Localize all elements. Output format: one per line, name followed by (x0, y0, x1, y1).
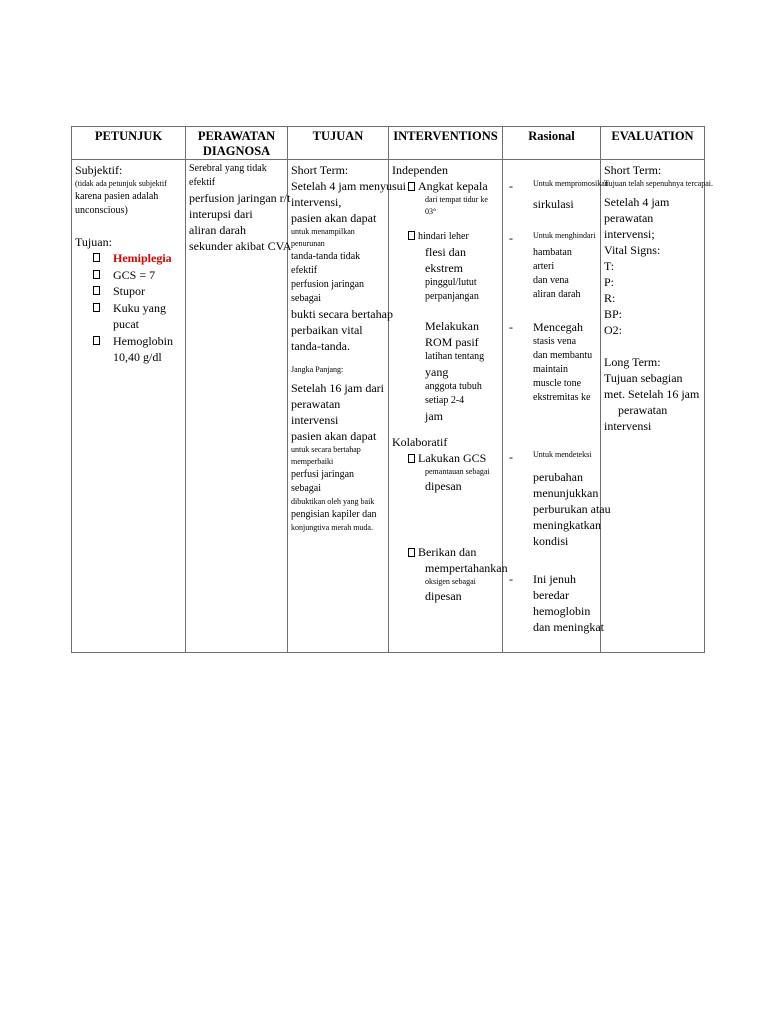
vital-bp: BP: (604, 307, 623, 321)
nursing-care-plan-table (71, 126, 714, 653)
checkbox-bullet-icon (93, 336, 100, 345)
eval-long-term-label: Long Term: (604, 355, 661, 369)
eval-line: Tujuan sebagian (604, 371, 683, 385)
list-item: GCS = 7 (93, 267, 182, 284)
rationale-line: Untuk menghindari (533, 231, 596, 240)
rationale-line: perubahan (533, 470, 583, 484)
table-header-row (72, 127, 705, 160)
diagnosa-line: perfusion jaringan r/t (189, 191, 291, 205)
tujuan-label: Tujuan: (75, 235, 112, 249)
header-perawatan-diagnosa: PERAWATAN DIAGNOSA (186, 127, 288, 160)
rationale-line: hemoglobin (533, 604, 591, 618)
rationale-item (509, 449, 611, 549)
intervention-line: anggota tubuh (425, 381, 482, 392)
intervention-line: latihan tentang (425, 351, 485, 362)
rationale-line: Untuk mendeteksi (533, 450, 592, 459)
eval-line: Setelah 4 jam (604, 195, 670, 209)
tujuan-line: perawatan (291, 397, 341, 411)
tujuan-line: bukti secara bertahap (291, 307, 393, 321)
tujuan-line: tanda-tanda tidak efektif (291, 251, 361, 276)
eval-line: Tujuan telah sepenuhnya tercapai. (604, 179, 714, 188)
list-item: 10,40 g/dl (113, 350, 162, 364)
diagnosa-line: interupsi dari (189, 207, 253, 221)
list-item: Kuku yang pucat (93, 300, 182, 333)
rationale-line: hambatan (533, 247, 572, 258)
tujuan-line: dibuktikan oleh yang baik (291, 497, 375, 506)
list-item: Stupor (93, 283, 182, 300)
vital-o2: O2: (604, 323, 622, 337)
checkbox-bullet-icon (93, 270, 100, 279)
intervention-line: oksigen sebagai (425, 577, 476, 586)
rationale-line: menunjukkan (533, 486, 599, 500)
subjektif-note-2: karena pasien adalah (75, 191, 159, 202)
header-tujuan: TUJUAN (288, 127, 389, 160)
dash-bullet: - (509, 450, 513, 464)
diagnosa-line: aliran darah (189, 223, 246, 237)
intervention-line: yang (425, 365, 449, 379)
intervention-item: Berikan dan (392, 544, 499, 560)
rationale-item (509, 230, 597, 302)
eval-line: met. Setelah 16 jam (604, 387, 700, 401)
tujuan-line: perbaikan vital (291, 323, 363, 337)
checkbox-bullet-icon (408, 231, 415, 240)
intervention-item: Lakukan GCS (392, 450, 499, 466)
checkbox-bullet-icon (408, 454, 415, 463)
header-evaluation: EVALUATION (601, 127, 705, 160)
long-term-label: Jangka Panjang: (291, 365, 344, 374)
rationale-item (509, 319, 597, 405)
rationale-line: stasis vena (533, 336, 577, 347)
intervention-line: perpanjangan (425, 291, 479, 302)
intervention-line: pinggul/lutut (425, 277, 477, 288)
tujuan-line: untuk menampilkan penurunan (291, 227, 355, 248)
rationale-line: aliran darah (533, 289, 581, 300)
tujuan-line: tanda-tanda. (291, 339, 350, 353)
tujuan-line: perfusi jaringan sebagai (291, 469, 355, 494)
header-petunjuk: PETUNJUK (72, 127, 186, 160)
intervention-line: dipesan (425, 589, 462, 603)
rationale-line: perburukan atau (533, 502, 611, 516)
rationale-line: Ini jenuh (533, 572, 576, 586)
tujuan-line: pengisian kapiler dan (291, 509, 377, 520)
rationale-line: dan meningkat (533, 620, 604, 634)
rationale-item (509, 178, 609, 212)
intervention-line: mempertahankan (425, 561, 508, 575)
list-item: Hemoglobin (93, 333, 182, 350)
intervention-item: Angkat kepala (392, 178, 499, 194)
rationale-line: maintain (533, 364, 568, 375)
dash-bullet: - (509, 179, 513, 193)
eval-line: intervensi; (604, 227, 655, 241)
vital-p: P: (604, 275, 615, 289)
intervention-line: dari tempat tidur ke 03° (425, 195, 488, 216)
tujuan-line: perfusion jaringan sebagai (291, 279, 365, 304)
intervention-line: flesi dan (425, 245, 466, 259)
list-item: Hemiplegia (93, 250, 182, 267)
eval-short-term-label: Short Term: (604, 163, 662, 177)
dash-bullet: - (509, 572, 513, 586)
intervention-line: Melakukan (425, 319, 479, 333)
rationale-line: dan membantu (533, 350, 593, 361)
rationale-line: Mencegah (533, 320, 583, 334)
diagnosa-line: Serebral yang tidak efektif (189, 163, 267, 188)
intervention-line: jam (425, 409, 443, 423)
intervention-line: ROM pasif (425, 335, 479, 349)
header-interventions: INTERVENTIONS (389, 127, 503, 160)
tujuan-line: Setelah 16 jam dari (291, 381, 384, 395)
subjektif-note-3: unconscious) (75, 205, 128, 216)
intervention-item: hindari leher (392, 230, 499, 244)
objective-cues-list (75, 250, 182, 366)
vital-t: T: (604, 259, 615, 273)
intervention-line: ekstrem (425, 261, 463, 275)
eval-line: intervensi (604, 419, 652, 433)
cell-tujuan (288, 160, 406, 653)
intervention-line: pemantauan sebagai (425, 467, 490, 476)
rationale-line: sirkulasi (533, 197, 574, 211)
rationale-line: meningkatkan (533, 518, 601, 532)
rationale-line: arteri (533, 261, 555, 272)
independen-label: Independen (392, 163, 448, 177)
intervention-line: dipesan (425, 479, 462, 493)
rationale-item (509, 571, 604, 635)
rationale-line: ekstremitas ke (533, 392, 591, 403)
dash-bullet: - (509, 320, 513, 334)
tujuan-line: pasien akan dapat (291, 211, 377, 225)
subjektif-note: (tidak ada petunjuk subjektif (75, 179, 167, 188)
tujuan-line: intervensi, (291, 195, 342, 209)
checkbox-bullet-icon (93, 303, 100, 312)
rationale-line: Untuk mempromosikan (533, 179, 609, 188)
short-term-label: Short Term: (291, 163, 349, 177)
tujuan-line: untuk secara bertahap memperbaiki (291, 445, 361, 466)
cell-evaluation (601, 160, 714, 653)
intervention-line: setiap 2-4 (425, 395, 465, 406)
eval-line: perawatan (604, 211, 654, 225)
checkbox-bullet-icon (408, 548, 415, 557)
tujuan-line: konjungtiva merah muda. (291, 523, 373, 532)
subjektif-label: Subjektif: (75, 163, 123, 177)
checkbox-bullet-icon (93, 286, 100, 295)
header-rasional: Rasional (503, 127, 601, 160)
eval-line: perawatan (618, 403, 668, 417)
vital-signs-label: Vital Signs: (604, 243, 661, 257)
cell-diagnosa (186, 160, 292, 653)
checkbox-bullet-icon (408, 182, 415, 191)
cell-rasional (503, 160, 611, 653)
diagnosa-line: sekunder akibat CVA (189, 239, 292, 253)
cell-petunjuk (72, 160, 186, 653)
rationale-line: kondisi (533, 534, 569, 548)
tujuan-line: pasien akan dapat (291, 429, 377, 443)
rationale-line: beredar (533, 588, 569, 602)
vital-r: R: (604, 291, 616, 305)
kolaboratif-label: Kolaboratif (392, 435, 448, 449)
rationale-line: dan vena (533, 275, 569, 286)
tujuan-line: intervensi (291, 413, 339, 427)
dash-bullet: - (509, 231, 513, 245)
rationale-line: muscle tone (533, 378, 582, 389)
tujuan-line: Setelah 4 jam menyusui (291, 179, 406, 193)
table-row (72, 160, 705, 653)
checkbox-bullet-icon (93, 253, 100, 262)
cell-interventions (389, 160, 508, 653)
